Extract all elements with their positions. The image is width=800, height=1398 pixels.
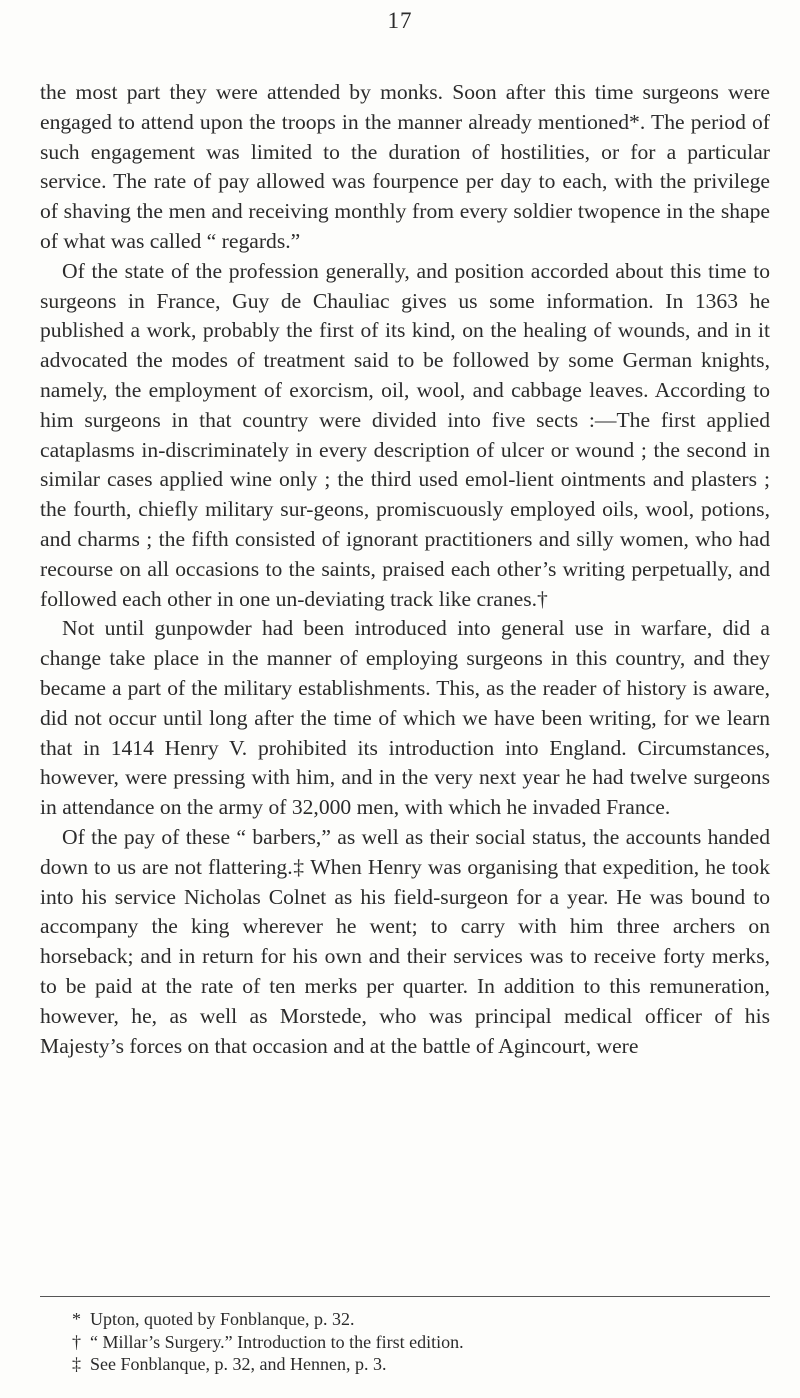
footnote-divider <box>40 1296 770 1297</box>
footnote-text: “ Millar’s Surgery.” Introduction to the first edition. <box>90 1331 464 1352</box>
paragraph: Of the state of the profession generally, and position accorded about this time to surgeons in France, Guy de Chauliac gives us some information. In 1363 he published a work, probably the first of its kind, on the healing of wounds, and in it advocated the modes of treatment said to be followed by some German knights, namely, the employment of exorcism, oil, wool, and cabbage leaves. According to him surgeons in that country were divided into five sects :—The first applied cataplasms in-discriminately in every description of ulcer or wound ; the second in similar cases applied wine only ; the third used emol-lient ointments and plasters ; the fourth, chiefly military sur-geons, promiscuously employed oils, wool, potions, and charms ; the fifth consisted of ignorant practitioners and silly women, who had recourse on all occasions to the saints, praised each other’s writing perpetually, and followed each other in one un-deviating track like cranes.† <box>40 258 770 611</box>
footnote-text: Upton, quoted by Fonblanque, p. 32. <box>90 1309 355 1329</box>
paragraph: the most part they were attended by monks. Soon after this time surgeons were engaged to attend upon the troops in the manner already mentioned*. The period of such engagement was limited to the duration of hostilities, or for a particular service. The rate of pay allowed was fourpence per day to each, with the privilege of shaving the men and receiving monthly from every soldier twopence in the shape of what was called “ regards.” <box>40 80 770 253</box>
paragraph: Of the pay of these “ barbers,” as well as their social status, the accounts handed down to us are not flattering.‡ When Henry was organising that expedition, he took into his service Nicholas Colnet as his field-surgeon for a year. He was bound to accompany the king wherever he went; to carry with him three archers on horseback; and in return for his own and their services was to receive forty merks, to be paid at the rate of ten merks per quarter. In addition to this remuneration, however, he, as well as Morstede, who was principal medical officer of his Majesty’s forces on that occasion and at the battle of Agincourt, were <box>40 824 770 1058</box>
paragraph: Not until gunpowder had been introduced into general use in warfare, did a change take place in the manner of employing surgeons in this country, and they became a part of the military establishments. This, as the reader of history is aware, did not occur until long after the time of which we have been writing, for we learn that in 1414 Henry V. prohibited its introduction into England. Circumstances, however, were pressing with him, and in the very next year he had twelve surgeons in attendance on the army of 32,000 men, with which he invaded France. <box>40 616 770 820</box>
footnote-mark: ‡ <box>72 1354 81 1374</box>
footnote-mark: * <box>72 1309 81 1329</box>
footnote-mark: † <box>72 1331 81 1352</box>
footnote <box>72 1331 772 1354</box>
page-number: 17 <box>387 8 413 33</box>
footnote <box>72 1353 772 1376</box>
footnote-text: See Fonblanque, p. 32, and Hennen, p. 3. <box>90 1354 387 1374</box>
footnote <box>72 1308 772 1331</box>
footnotes <box>72 1308 772 1376</box>
body-text <box>40 78 770 1061</box>
